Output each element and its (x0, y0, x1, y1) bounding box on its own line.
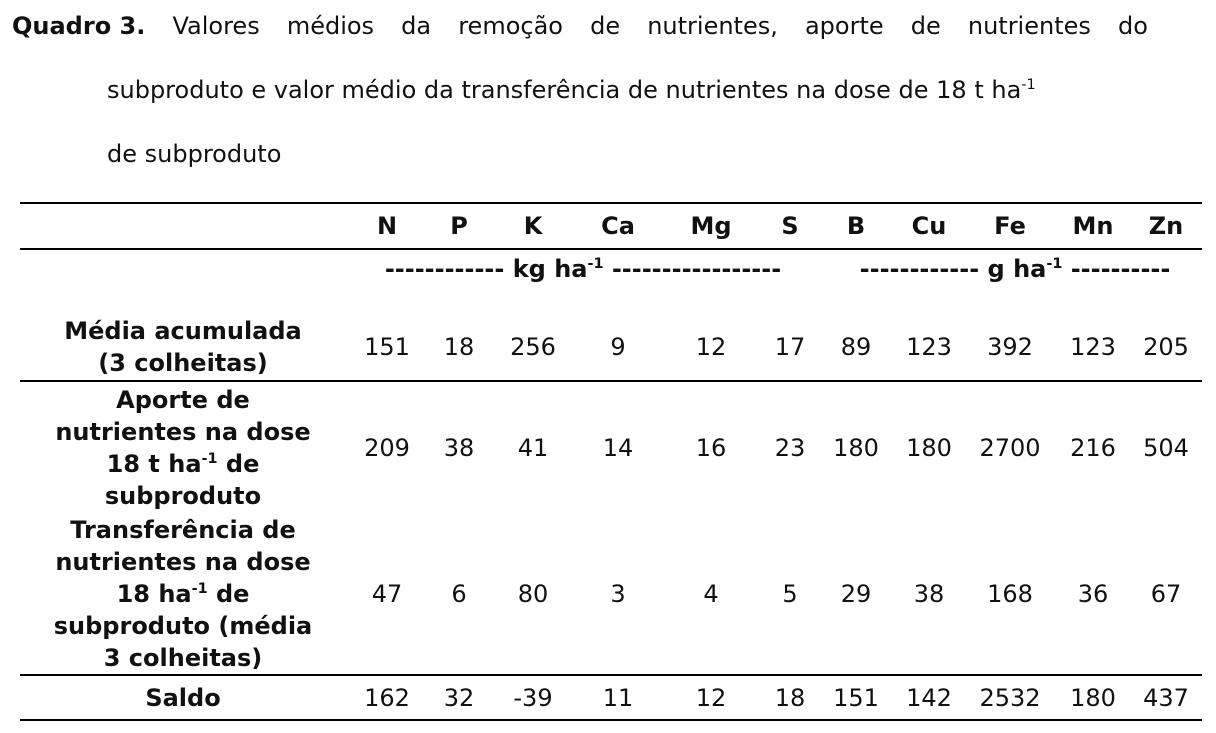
cell-zn: 67 (1150, 580, 1182, 608)
caption-word: remoção (458, 12, 563, 40)
cell-cu: 38 (913, 580, 945, 608)
column-header-ca: Ca (601, 212, 635, 240)
cell-fe: 2532 (979, 684, 1041, 712)
cell-zn: 205 (1143, 333, 1189, 361)
caption-word: médios (286, 12, 375, 40)
cell-n: 47 (371, 580, 403, 608)
cell-n: 162 (364, 684, 410, 712)
cell-s: 23 (774, 434, 806, 462)
caption-label: Quadro 3. (12, 12, 146, 40)
table-bottom-rule (20, 719, 1202, 721)
caption-word: nutrientes (967, 12, 1091, 40)
caption-line-2-superscript: -1 (1021, 77, 1036, 93)
cell-s: 17 (774, 333, 806, 361)
column-header-b: B (846, 212, 866, 240)
cell-mn: 123 (1070, 333, 1116, 361)
cell-ca: 14 (602, 434, 634, 462)
column-header-s: S (781, 212, 799, 240)
cell-k: 41 (517, 434, 549, 462)
cell-b: 29 (840, 580, 872, 608)
row-rule (20, 674, 1202, 676)
caption-word: do (1118, 12, 1148, 40)
caption-word: Valores (172, 12, 260, 40)
header-rule (20, 248, 1202, 250)
caption-line-1 (12, 8, 1148, 72)
cell-mn: 216 (1070, 434, 1116, 462)
cell-mn: 180 (1070, 684, 1116, 712)
cell-cu: 142 (906, 684, 952, 712)
caption-word: nutrientes, (647, 12, 778, 40)
caption-word: aporte (804, 12, 884, 40)
column-header-mg: Mg (690, 212, 732, 240)
cell-cu: 180 (906, 434, 952, 462)
cell-k: -39 (513, 684, 553, 712)
row-label: Saldo (145, 684, 221, 712)
caption-line-3-text: de subproduto (107, 140, 282, 168)
cell-ca: 9 (610, 333, 626, 361)
cell-b: 151 (833, 684, 879, 712)
row-label: Aporte de nutrientes na dose 18 t $ha^{-1}$ de subproduto (55, 386, 311, 510)
caption-line-2-text: subproduto e valor médio da transferência de nutrientes na dose de 18 t ha (107, 76, 1022, 104)
caption-line-2 (12, 72, 1148, 136)
caption-word: de (590, 12, 621, 40)
cell-b: 180 (833, 434, 879, 462)
column-header-p: P (450, 212, 468, 240)
cell-b: 89 (840, 333, 872, 361)
column-header-n: N (376, 212, 398, 240)
column-header-zn: Zn (1148, 212, 1184, 240)
cell-mg: 12 (695, 333, 727, 361)
cell-fe: 2700 (979, 434, 1041, 462)
cell-p: 32 (443, 684, 475, 712)
cell-fe: 392 (987, 333, 1033, 361)
cell-p: 38 (443, 434, 475, 462)
cell-s: 18 (774, 684, 806, 712)
cell-s: 5 (782, 580, 798, 608)
cell-p: 18 (443, 333, 475, 361)
table-caption (12, 8, 1148, 200)
cell-zn: 437 (1143, 684, 1189, 712)
unit-kg-ha: ------------ kg $ha^{-1}$ ----------------- (384, 255, 782, 283)
caption-word: da (401, 12, 432, 40)
cell-zn: 504 (1143, 434, 1189, 462)
column-header-fe: Fe (994, 212, 1026, 240)
cell-k: 80 (517, 580, 549, 608)
row-label: Transferência de nutrientes na dose 18 $ha^{-1}$ de subproduto (média 3 colheitas) (53, 516, 313, 672)
column-header-cu: Cu (911, 212, 947, 240)
cell-ca: 3 (610, 580, 626, 608)
unit-g-ha: ------------ g $ha^{-1}$ ---------- (859, 255, 1171, 283)
cell-mg: 16 (695, 434, 727, 462)
cell-mg: 4 (703, 580, 719, 608)
caption-word: de (910, 12, 941, 40)
cell-k: 256 (510, 333, 556, 361)
cell-p: 6 (451, 580, 467, 608)
cell-mn: 36 (1077, 580, 1109, 608)
row-label: Média acumulada (3 colheitas) (64, 317, 302, 377)
column-header-mn: Mn (1072, 212, 1114, 240)
cell-ca: 11 (602, 684, 634, 712)
caption-line-3 (12, 136, 1148, 200)
cell-fe: 168 (987, 580, 1033, 608)
cell-cu: 123 (906, 333, 952, 361)
cell-mg: 12 (695, 684, 727, 712)
table-top-rule (20, 202, 1202, 204)
column-header-k: K (523, 212, 543, 240)
cell-n: 151 (364, 333, 410, 361)
cell-n: 209 (364, 434, 410, 462)
